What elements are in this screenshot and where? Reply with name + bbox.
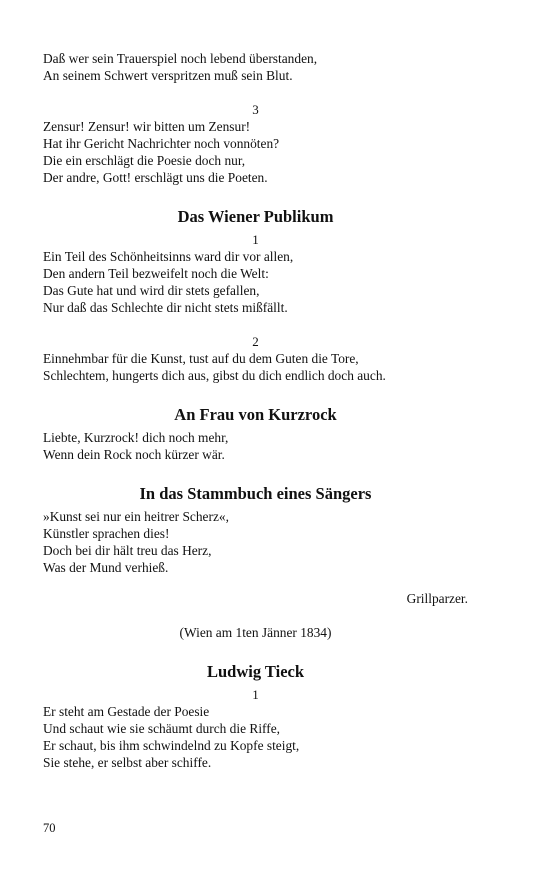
date-line: (Wien am 1ten Jänner 1834) xyxy=(179,625,332,640)
verse-line: Schlechtem, hungerts dich aus, gibst du dich endlich doch auch. xyxy=(43,368,386,383)
poem-title: Ludwig Tieck xyxy=(206,662,305,681)
epigram-number: 2 xyxy=(252,334,259,349)
verse-line: Er steht am Gestade der Poesie xyxy=(43,704,210,719)
poem-title: In das Stammbuch eines Sängers xyxy=(139,484,372,503)
verse-line: Was der Mund verhieß. xyxy=(43,560,169,575)
verse-line: Sie stehe, er selbst aber schiffe. xyxy=(43,755,212,770)
verse-line: Doch bei dir hält treu das Herz, xyxy=(43,543,212,558)
zensur-epigram xyxy=(43,101,468,186)
verse-line: Liebte, Kurzrock! dich noch mehr, xyxy=(43,430,229,445)
verse-line: Hat ihr Gericht Nachrichter noch vonnöten? xyxy=(43,136,280,151)
wiener-epigram-2 xyxy=(43,333,468,384)
verse-line: Künstler sprachen dies! xyxy=(43,526,170,541)
page-content xyxy=(43,50,468,771)
opening-stanza xyxy=(43,50,468,84)
verse-line: Wenn dein Rock noch kürzer wär. xyxy=(43,447,225,462)
poem-title: An Frau von Kurzrock xyxy=(174,405,337,424)
epigram-number: 1 xyxy=(252,687,259,702)
verse-line: Die ein erschlägt die Poesie doch nur, xyxy=(43,153,246,168)
verse-line: »Kunst sei nur ein heitrer Scherz«, xyxy=(43,509,229,524)
poem-title: Das Wiener Publikum xyxy=(177,207,334,226)
epigram-number: 1 xyxy=(252,232,259,247)
verse-line: Einnehmbar für die Kunst, tust auf du dem Guten die Tore, xyxy=(43,351,359,366)
kurzrock-poem xyxy=(43,429,468,463)
stammbuch-poem xyxy=(43,508,468,576)
verse-line: Den andern Teil bezweifelt noch die Welt: xyxy=(43,266,269,281)
page-number: 70 xyxy=(43,821,56,835)
wiener-epigram-1 xyxy=(43,231,468,316)
author-signature: Grillparzer. xyxy=(406,591,468,606)
verse-line: Nur daß das Schlechte dir nicht stets mißfällt. xyxy=(43,300,288,315)
epigram-number: 3 xyxy=(252,102,259,117)
verse-line: Und schaut wie sie schäumt durch die Riffe, xyxy=(43,721,281,736)
verse-line: Der andre, Gott! erschlägt uns die Poeten. xyxy=(43,170,268,185)
verse-line: Das Gute hat und wird dir stets gefallen, xyxy=(43,283,260,298)
verse-line: Zensur! Zensur! wir bitten um Zensur! xyxy=(43,119,251,134)
verse-line: Er schaut, bis ihm schwindelnd zu Kopfe steigt, xyxy=(43,738,300,753)
verse-line: Ein Teil des Schönheitsinns ward dir vor allen, xyxy=(43,249,294,264)
verse-line: An seinem Schwert verspritzen muß sein Blut. xyxy=(43,68,293,83)
verse-line: Daß wer sein Trauerspiel noch lebend überstanden, xyxy=(43,51,318,66)
tieck-epigram xyxy=(43,686,468,771)
